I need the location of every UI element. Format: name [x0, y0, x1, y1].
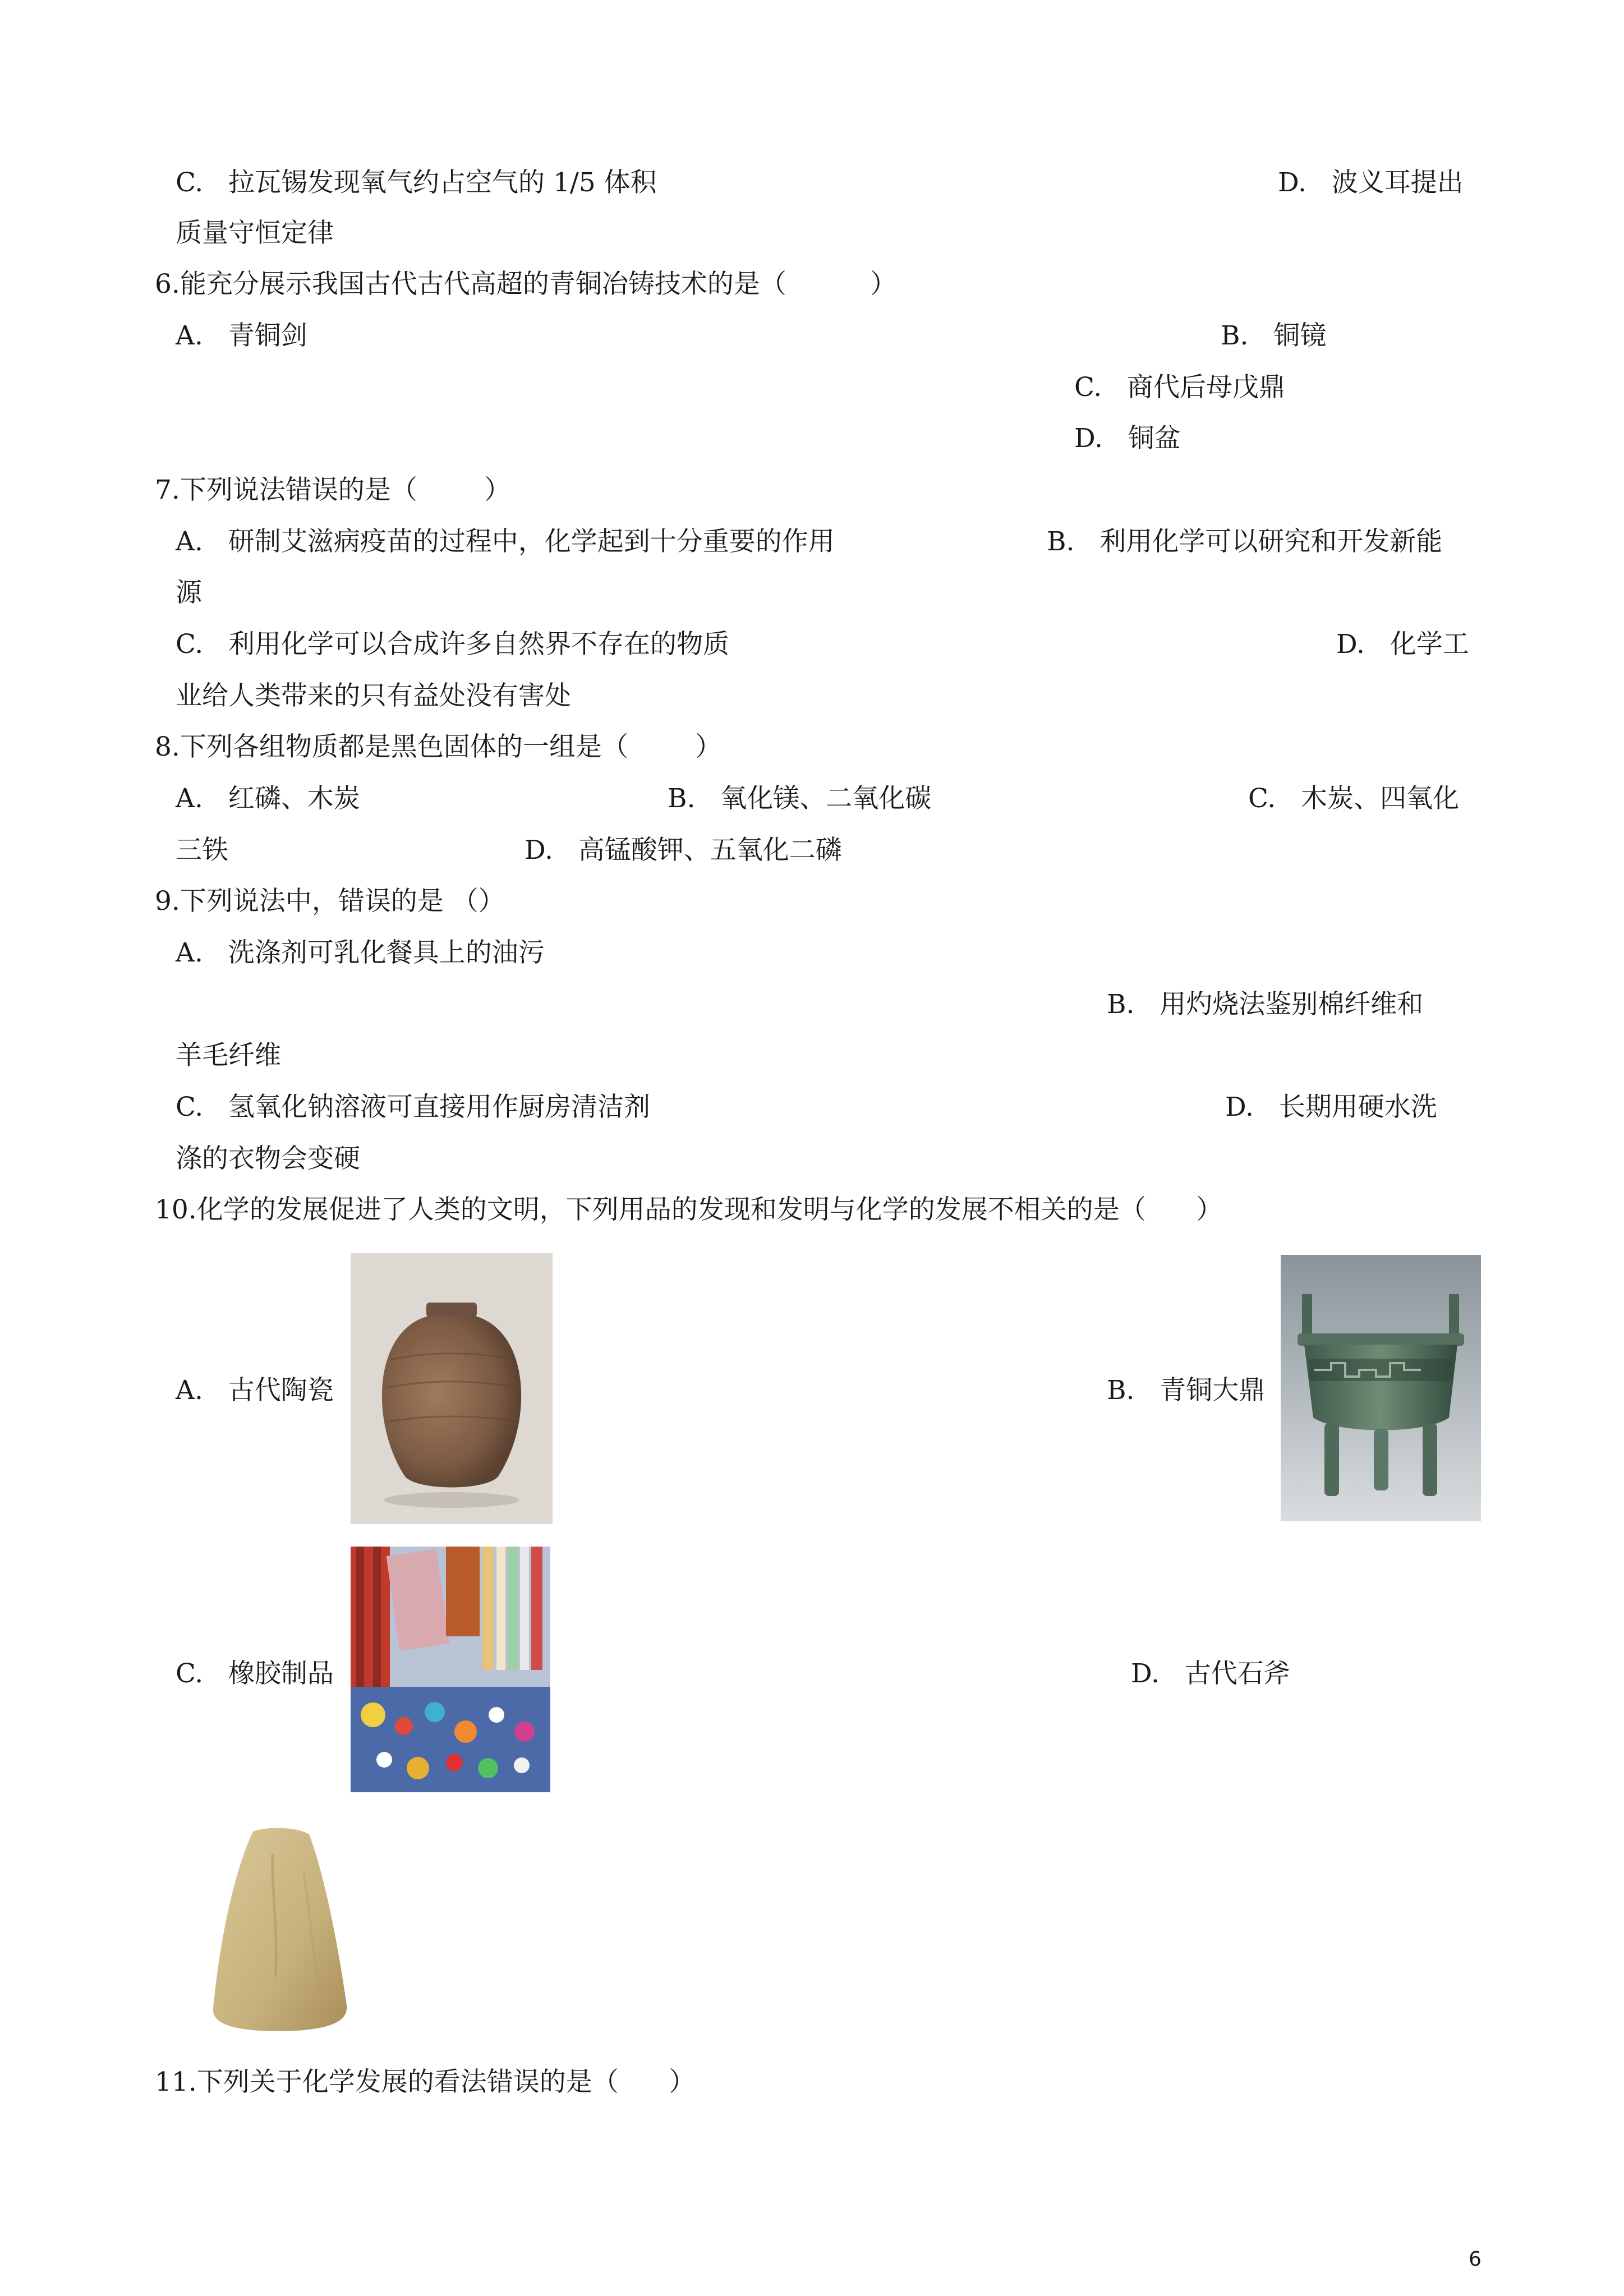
q9-option-d: D. 长期用硬水洗: [1225, 1092, 1437, 1122]
q6-option-d: D. 铜盆: [1074, 423, 1181, 454]
q5-option-c: C. 拉瓦锡发现氧气约占空气的 1/5 体积: [176, 167, 657, 198]
q9-option-b-continued: 羊毛纤维: [176, 1040, 281, 1071]
q7-option-a: A. 研制艾滋病疫苗的过程中，化学起到十分重要的作用: [176, 526, 835, 557]
bronze-ding-image: [1281, 1255, 1481, 1521]
q5-option-d: D. 波义耳提出: [1278, 167, 1464, 198]
q10-option-a: A. 古代陶瓷: [176, 1375, 334, 1406]
q9-stem: 9.下列说法中，错误的是 （）: [155, 886, 505, 917]
q7-option-b: B. 利用化学可以研究和开发新能: [1047, 526, 1443, 557]
q7-option-d-continued: 业给人类带来的只有益处没有害处: [176, 680, 571, 711]
stone-axe-image: [200, 1820, 359, 2038]
page-number: 6: [1469, 2248, 1482, 2271]
q6-option-a: A. 青铜剑: [176, 320, 307, 351]
q5-option-d-continued: 质量守恒定律: [176, 218, 334, 249]
q10-option-c: C. 橡胶制品: [176, 1658, 334, 1689]
q6-stem: 6.能充分展示我国古代古代高超的青铜冶铸技术的是（ ）: [155, 269, 897, 300]
q10-option-d: D. 古代石斧: [1131, 1658, 1290, 1689]
pottery-jar-image: [351, 1253, 553, 1524]
q10-stem: 10.化学的发展促进了人类的文明，下列用品的发现和发明与化学的发展不相关的是（ ）: [155, 1194, 1223, 1225]
q8-stem: 8.下列各组物质都是黑色固体的一组是（ ）: [155, 731, 722, 762]
q9-option-b: B. 用灼烧法鉴别棉纤维和: [1107, 989, 1424, 1020]
q8-option-b: B. 氧化镁、二氧化碳: [668, 783, 932, 814]
q9-option-d-continued: 涤的衣物会变硬: [176, 1143, 360, 1174]
q7-option-b-continued: 源: [176, 577, 202, 608]
q8-option-a: A. 红磷、木炭: [176, 783, 360, 814]
q8-option-d: D. 高锰酸钾、五氧化二磷: [525, 835, 842, 866]
q7-option-d: D. 化学工: [1336, 629, 1469, 660]
q10-option-b: B. 青铜大鼎: [1107, 1375, 1266, 1406]
q9-option-a: A. 洗涤剂可乳化餐具上的油污: [176, 937, 545, 968]
q8-option-c: C. 木炭、四氧化: [1248, 783, 1460, 814]
q6-option-b: B. 铜镜: [1221, 320, 1327, 351]
q7-stem: 7.下列说法错误的是（ ）: [155, 475, 511, 505]
q7-option-c: C. 利用化学可以合成许多自然界不存在的物质: [176, 629, 730, 660]
q8-option-c-continued: 三铁: [176, 835, 228, 866]
q6-option-c: C. 商代后母戊鼎: [1074, 372, 1286, 403]
rubber-products-image: [351, 1547, 550, 1792]
q9-option-c: C. 氢氧化钠溶液可直接用作厨房清洁剂: [176, 1092, 651, 1122]
q11-stem: 11.下列关于化学发展的看法错误的是（ ）: [155, 2067, 696, 2097]
